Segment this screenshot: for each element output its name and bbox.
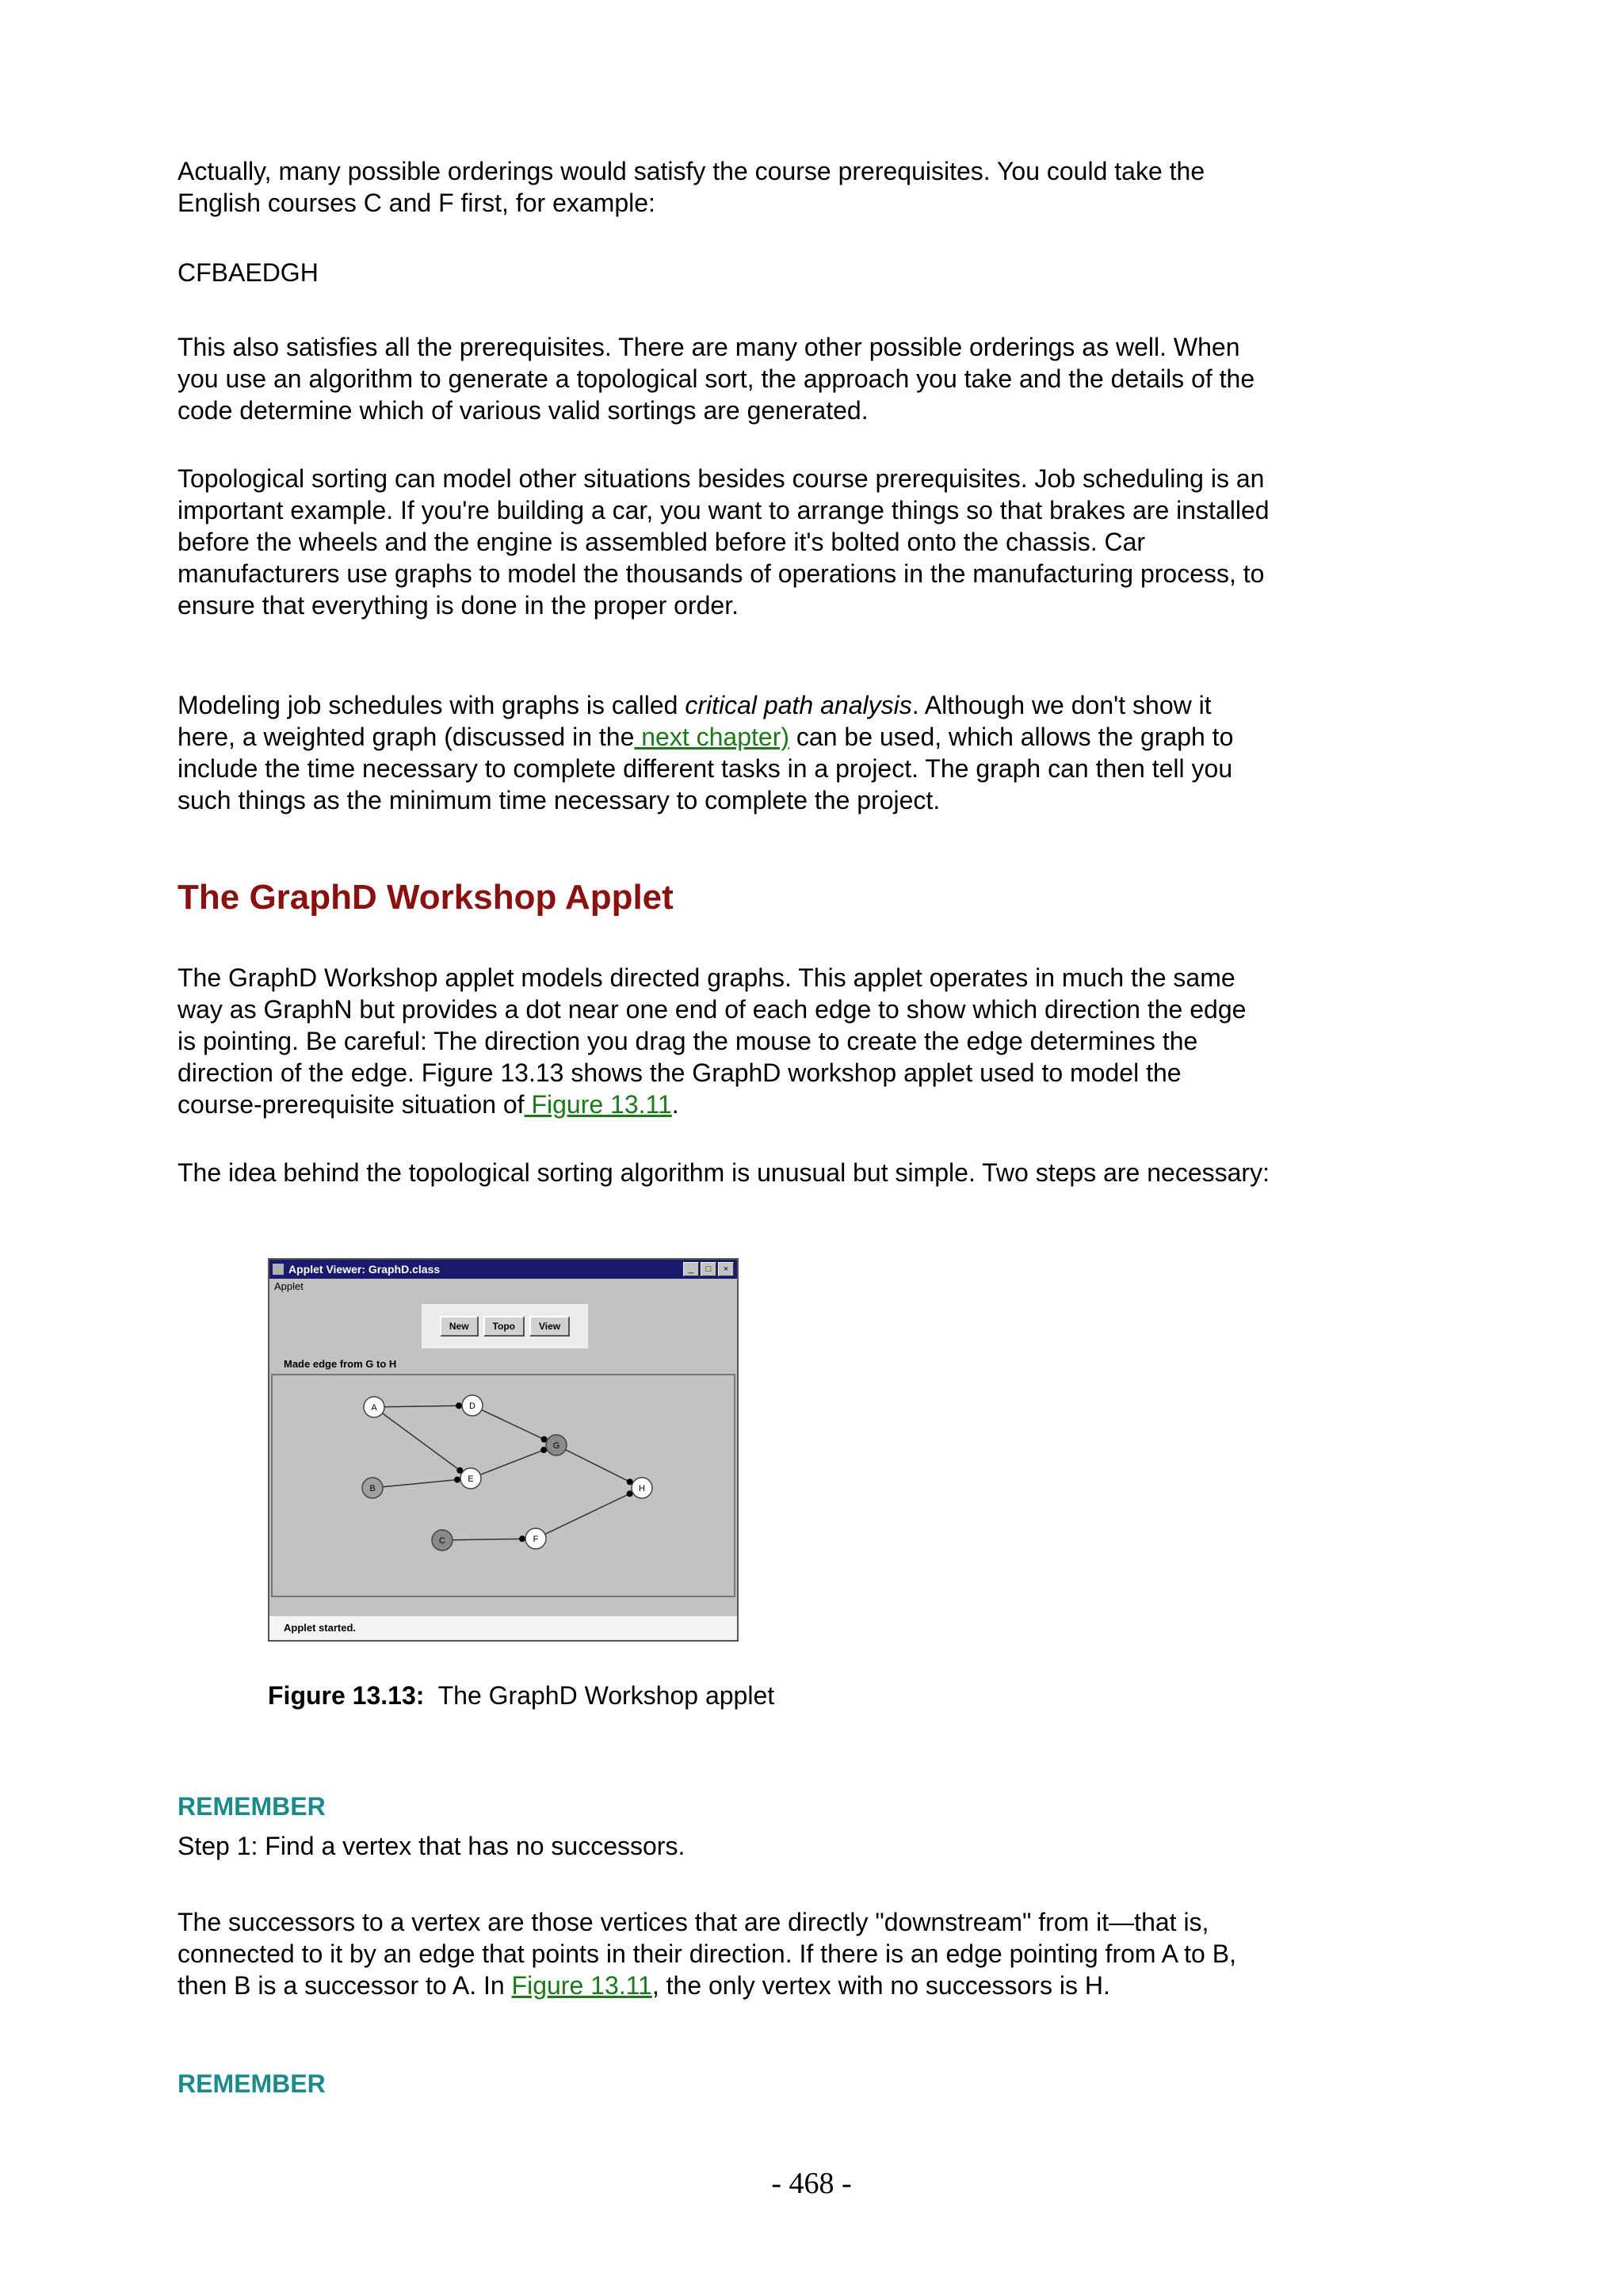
page-number: - 468 - (771, 2167, 852, 2200)
window-icon (273, 1264, 284, 1275)
vertex-label-B: B (369, 1484, 376, 1493)
edge-F-H (545, 1493, 633, 1535)
paragraph-5-text-a: Modeling job schedules with graphs is called (178, 691, 685, 719)
edge-G-H (566, 1450, 633, 1483)
applet-message: Made edge from G to H (284, 1358, 397, 1370)
figure-13-11-link-2[interactable]: Figure 13.11 (511, 1971, 652, 2000)
paragraph-9-text-b: , the only vertex with no successors is H. (651, 1971, 1110, 2000)
maximize-icon[interactable]: □ (701, 1262, 716, 1276)
applet-button-panel (422, 1304, 588, 1348)
paragraph-7: The idea behind the topological sorting algorithm is unusual but simple. Two steps are necessary: (178, 1158, 1270, 1187)
paragraph-4: Topological sorting can model other situations besides course prerequisites. Job scheduling is an important example. If you're building a car, you want to arrange things so that brakes are installed before the wheels and the engine is assembled before it's bolted onto the chassis. Car manufacturers use graphs to model the thousands of operations in the manufacturing process, to ensure that everything is done in the proper order. (178, 464, 1270, 620)
applet-window (268, 1258, 739, 1642)
view-button[interactable]: View (529, 1316, 570, 1337)
remember-label-2: REMEMBER (178, 2069, 326, 2098)
edge-direction-dot-B-E (454, 1477, 460, 1483)
figure-13-11-link[interactable]: Figure 13.11 (524, 1090, 672, 1119)
edge-A-D (384, 1405, 462, 1407)
paragraph-6 (178, 962, 1271, 1120)
edge-C-F (453, 1539, 525, 1540)
topo-button[interactable]: Topo (483, 1316, 525, 1337)
applet-status: Applet started. (269, 1616, 737, 1640)
paragraph-1: Actually, many possible orderings would satisfy the course prerequisites. You could take the English courses C and F first, for example: (178, 157, 1205, 217)
figure-caption-text: The GraphD Workshop applet (437, 1681, 775, 1710)
vertex-label-A: A (371, 1403, 377, 1413)
new-button[interactable]: New (440, 1316, 479, 1337)
next-chapter-link[interactable]: next chapter) (634, 723, 790, 751)
critical-path-term: critical path analysis (685, 691, 912, 719)
remember-label-1: REMEMBER (178, 1792, 326, 1821)
vertex-label-C: C (439, 1536, 445, 1546)
paragraph-3: This also satisfies all the prerequisites. There are many other possible orderings as well. When you use an algorithm to generate a topological sort, the approach you take and the details of the code determine which of various valid sortings are generated. (178, 333, 1255, 425)
edge-direction-dot-A-D (456, 1402, 462, 1409)
vertex-label-F: F (533, 1535, 539, 1544)
paragraph-order-example: CFBAEDGH (178, 258, 319, 287)
edge-E-G (480, 1449, 547, 1475)
edge-A-E (382, 1413, 462, 1473)
graph-canvas[interactable] (271, 1374, 735, 1597)
window-title: Applet Viewer: GraphD.class (288, 1263, 441, 1276)
minimize-icon[interactable]: _ (683, 1262, 699, 1276)
vertex-label-H: H (639, 1484, 645, 1493)
edge-B-E (383, 1479, 460, 1486)
applet-menu[interactable]: Applet (274, 1280, 304, 1292)
applet-titlebar (269, 1260, 737, 1279)
paragraph-6-text-a: The GraphD Workshop applet models directed graphs. This applet operates in much the same way as GraphN but provides a dot near one end of each edge to show which direction the edge is pointing. Be careful: The direction you drag the mouse to create the edge determines the direction of the edge. Figure 13.13 shows the GraphD workshop applet used to model the course-prerequisite situation of (178, 963, 1247, 1119)
paragraph-9 (178, 1906, 1271, 2001)
section-heading: The GraphD Workshop Applet (178, 878, 674, 917)
vertex-label-D: D (469, 1402, 475, 1411)
paragraph-5-text-c: can be used, which allows the graph to include the time necessary to complete different tasks in a project. The graph can then tell you such things as the minimum time necessary to complete the project. (178, 723, 1234, 814)
step-1-text: Step 1: Find a vertex that has no successors. (178, 1832, 685, 1860)
paragraph-6-text-b: . (671, 1090, 679, 1119)
paragraph-9-text-a: The successors to a vertex are those vertices that are directly "downstream" from it—that is, connected to it by an edge that points in their direction. If there is an edge pointing from A to B, then B is a successor to A. In (178, 1908, 1236, 2000)
edge-D-G (482, 1410, 547, 1441)
vertex-label-G: G (552, 1441, 560, 1451)
figure-caption-label: Figure 13.13: (268, 1681, 425, 1710)
graph-drawing (273, 1375, 734, 1596)
edge-direction-dot-C-F (519, 1535, 525, 1542)
figure-caption (268, 1681, 774, 1711)
paragraph-5-text-b: . Although we don't show it here, a weighted graph (discussed in the (178, 691, 1212, 751)
vertex-label-E: E (468, 1474, 474, 1484)
close-icon[interactable]: × (718, 1262, 734, 1276)
paragraph-5 (178, 689, 1271, 816)
